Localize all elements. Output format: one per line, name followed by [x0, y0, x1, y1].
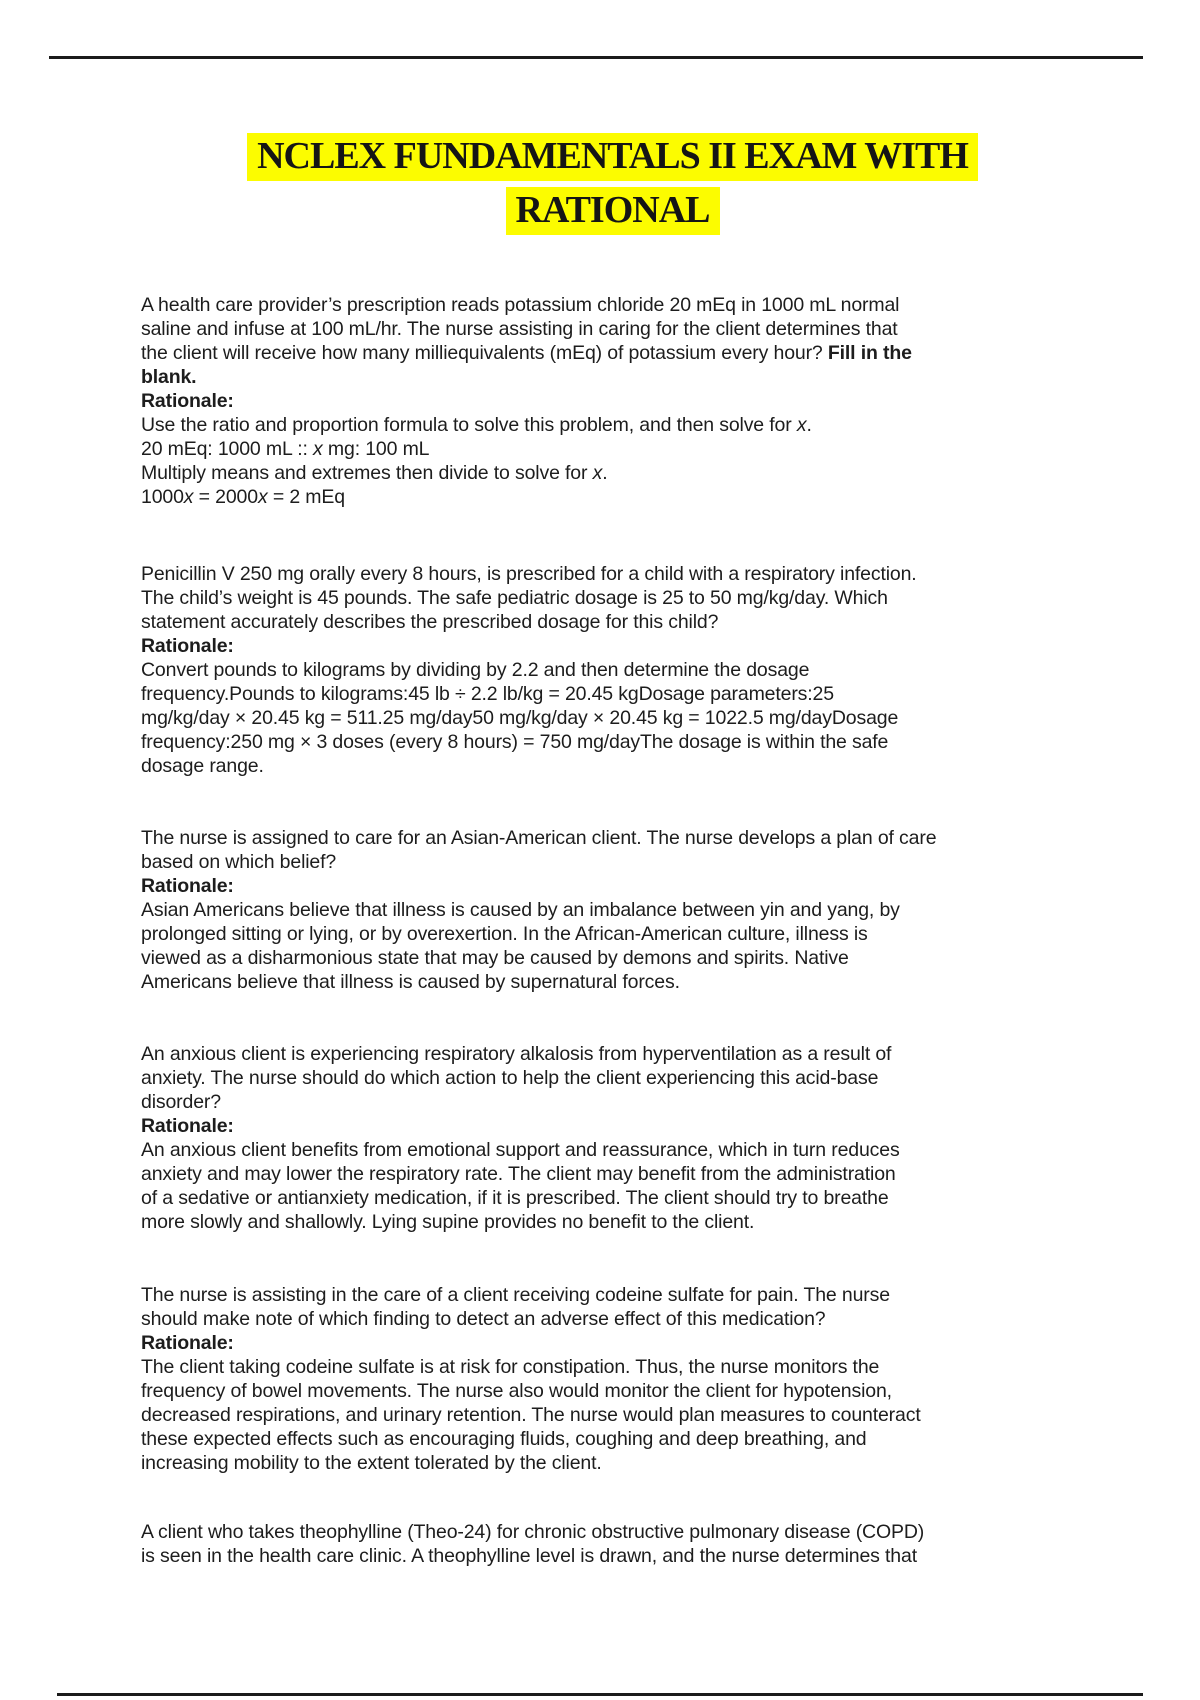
text-line [141, 970, 1071, 994]
text-line [141, 1355, 1071, 1379]
text-segment: should make note of which finding to detect an adverse effect of this medication? [141, 1308, 826, 1330]
text-line [141, 1520, 1071, 1544]
text-segment: A client who takes theophylline (Theo-24) for chronic obstructive pulmonary disease (COPD) [141, 1521, 925, 1543]
text-segment: saline and infuse at 100 mL/hr. The nurse assisting in caring for the client determines that [141, 318, 898, 340]
text-line [141, 317, 1071, 341]
title-highlight: RATIONAL [506, 187, 720, 235]
bold-text-segment: blank. [141, 366, 197, 388]
text-segment: Multiply means and extremes then divide to solve for [141, 462, 593, 484]
text-segment: The nurse is assisting in the care of a client receiving codeine sulfate for pain. The nurse [141, 1284, 890, 1306]
text-segment: mg: 100 mL [322, 438, 430, 460]
qa-block [141, 562, 1071, 778]
bold-text-segment: Rationale: [141, 1332, 234, 1354]
text-segment: viewed as a disharmonious state that may be caused by demons and spirits. Native [141, 947, 849, 969]
text-segment: anxiety and may lower the respiratory rate. The client may benefit from the administration [141, 1163, 896, 1185]
text-segment: the client will receive how many milliequivalents (mEq) of potassium every hour? [141, 342, 828, 364]
text-line [141, 922, 1071, 946]
text-line [141, 850, 1071, 874]
text-line [141, 610, 1071, 634]
qa-block [141, 1283, 1071, 1475]
text-segment: statement accurately describes the prescribed dosage for this child? [141, 611, 719, 633]
text-segment: = 2 mEq [267, 486, 345, 508]
page-title [25, 133, 1200, 241]
text-segment: dosage range. [141, 755, 264, 777]
text-segment: Asian Americans believe that illness is caused by an imbalance between yin and yang, by [141, 899, 900, 921]
text-line [141, 365, 1071, 389]
text-segment: based on which belief? [141, 851, 337, 873]
italic-text-segment: x [796, 414, 807, 436]
bottom-horizontal-rule [57, 1693, 1143, 1696]
italic-text-segment: x [592, 462, 603, 484]
italic-text-segment: x [183, 486, 194, 508]
text-line [141, 1162, 1071, 1186]
text-segment: 20 mEq: 1000 mL :: [141, 438, 314, 460]
bold-text-segment: Fill in the [827, 342, 912, 364]
text-segment: prolonged sitting or lying, or by overexertion. In the African-American culture, illness is [141, 923, 868, 945]
qa-block [141, 293, 1071, 509]
title-highlight: NCLEX FUNDAMENTALS II EXAM WITH [247, 133, 978, 181]
text-line [141, 1283, 1071, 1307]
text-line [141, 1066, 1071, 1090]
text-line [141, 437, 1071, 461]
text-line [141, 461, 1071, 485]
text-line [141, 1307, 1071, 1331]
text-line [141, 1427, 1071, 1451]
text-line [141, 1090, 1071, 1114]
text-line [141, 1114, 1071, 1138]
text-segment: Americans believe that illness is caused by supernatural forces. [141, 971, 680, 993]
text-segment: frequency of bowel movements. The nurse also would monitor the client for hypotension, [141, 1380, 892, 1402]
text-segment: The nurse is assigned to care for an Asian-American client. The nurse develops a plan of care [141, 827, 937, 849]
text-segment: . [806, 414, 812, 436]
qa-block [141, 826, 1071, 994]
text-segment: anxiety. The nurse should do which action to help the client experiencing this acid-base [141, 1067, 879, 1089]
text-segment: of a sedative or antianxiety medication, if it is prescribed. The client should try to breathe [141, 1187, 889, 1209]
text-line [141, 293, 1071, 317]
text-line [141, 485, 1071, 509]
italic-text-segment: x [313, 438, 323, 460]
text-segment: mg/kg/day × 20.45 kg = 511.25 mg/day50 mg/kg/day × 20.45 kg = 1022.5 mg/dayDosage [141, 707, 899, 729]
text-line [141, 1544, 1071, 1568]
text-line [141, 389, 1071, 413]
text-segment: is seen in the health care clinic. A theophylline level is drawn, and the nurse determines that [141, 1545, 917, 1567]
text-line [141, 1186, 1071, 1210]
bold-text-segment: Rationale: [141, 1115, 234, 1137]
text-segment: A health care provider’s prescription reads potassium chloride 20 mEq in 1000 mL normal [141, 294, 900, 316]
text-line [141, 1210, 1071, 1234]
text-segment: Convert pounds to kilograms by dividing by 2.2 and then determine the dosage [141, 659, 810, 681]
text-line [141, 586, 1071, 610]
text-line [141, 898, 1071, 922]
text-segment: An anxious client is experiencing respiratory alkalosis from hyperventilation as a result of [141, 1043, 892, 1065]
text-segment: = 2000 [193, 486, 258, 508]
text-line [141, 634, 1071, 658]
text-line [141, 1331, 1071, 1355]
text-segment: decreased respirations, and urinary retention. The nurse would plan measures to counteract [141, 1404, 921, 1426]
text-line [141, 1451, 1071, 1475]
text-line [141, 682, 1071, 706]
text-line [141, 1138, 1071, 1162]
text-segment: Use the ratio and proportion formula to solve this problem, and then solve for [141, 414, 797, 436]
text-line [141, 413, 1071, 437]
text-line [141, 1403, 1071, 1427]
text-line [141, 1042, 1071, 1066]
text-line [141, 946, 1071, 970]
text-segment: Penicillin V 250 mg orally every 8 hours, is prescribed for a child with a respiratory infection. [141, 563, 917, 585]
text-line [141, 754, 1071, 778]
text-line [141, 706, 1071, 730]
text-line [141, 1379, 1071, 1403]
text-segment: these expected effects such as encouraging fluids, coughing and deep breathing, and [141, 1428, 867, 1450]
text-segment: disorder? [141, 1091, 221, 1113]
text-segment: 1000 [141, 486, 184, 508]
text-segment: frequency:250 mg × 3 doses (every 8 hours) = 750 mg/dayThe dosage is within the safe [141, 731, 889, 753]
text-line [141, 874, 1071, 898]
bold-text-segment: Rationale: [141, 875, 234, 897]
text-line [141, 341, 1071, 365]
top-horizontal-rule [49, 56, 1143, 59]
qa-block [141, 1042, 1071, 1234]
qa-blocks [141, 293, 1071, 1616]
text-line [141, 562, 1071, 586]
bold-text-segment: Rationale: [141, 635, 234, 657]
italic-text-segment: x [257, 486, 268, 508]
qa-block [141, 1520, 1071, 1568]
text-segment: The client taking codeine sulfate is at risk for constipation. Thus, the nurse monitors the [141, 1356, 880, 1378]
text-segment: The child’s weight is 45 pounds. The safe pediatric dosage is 25 to 50 mg/kg/day. Which [141, 587, 888, 609]
bold-text-segment: Rationale: [141, 390, 234, 412]
text-segment: frequency.Pounds to kilograms:45 lb ÷ 2.2 lb/kg = 20.45 kgDosage parameters:25 [141, 683, 834, 705]
text-segment: An anxious client benefits from emotional support and reassurance, which in turn reduces [141, 1139, 900, 1161]
text-line [141, 658, 1071, 682]
text-segment: more slowly and shallowly. Lying supine provides no benefit to the client. [141, 1211, 755, 1233]
text-segment: . [602, 462, 608, 484]
text-line [141, 730, 1071, 754]
text-segment: increasing mobility to the extent tolerated by the client. [141, 1452, 602, 1474]
text-line [141, 826, 1071, 850]
